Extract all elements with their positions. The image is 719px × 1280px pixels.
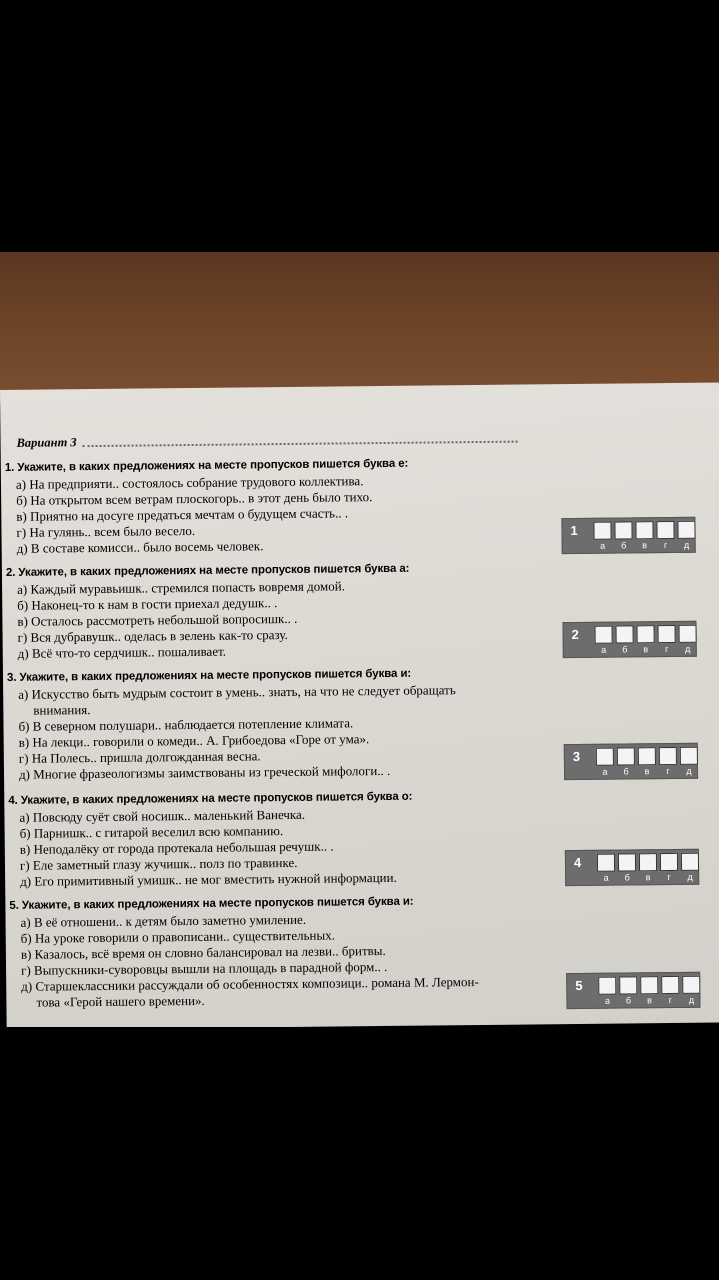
answer-box[interactable] [657,625,675,643]
task-option: г) Еле заметный глазу жучишк.. полз по травинке. [19,854,298,873]
worksheet-page [0,382,719,1027]
answer-grid-1 [561,517,695,554]
answer-letter: а [602,766,608,777]
answer-letter: д [683,539,690,550]
task-option: г) На гулянь.. всем было весело. [16,522,196,540]
task-option: в) Приятно на досуге предаться мечтам о будущем счасть.. . [16,505,349,524]
answer-number: 4 [573,854,582,871]
answer-letter: б [623,766,629,777]
answer-box[interactable] [638,747,656,765]
answer-box[interactable] [677,521,695,539]
answer-box[interactable] [614,521,632,539]
task-option: б) На уроке говорили о правописани.. существительных. [20,927,335,946]
answer-box[interactable] [617,747,635,765]
task-option: а) Каждый муравьишк.. стремился попасть вовремя домой. [17,578,345,597]
answer-box[interactable] [596,748,614,766]
answer-number: 1 [570,522,578,539]
task-option: г) Выпускники-суворовцы вышли на площадь в парадной форм.. . [20,958,388,978]
answer-box[interactable] [678,625,696,643]
answer-box[interactable] [616,625,634,643]
variant-dotted-line [83,440,518,447]
answer-letter: а [600,540,606,551]
task-option: г) На Полесь.. пришла долгожданная весна. [18,748,261,766]
answer-grid-4 [565,849,699,886]
task-option: а) На предприяти.. состоялось собрание трудового коллектива. [15,473,364,492]
task-option: д) Старшеклассники рассуждали об особенностях композици.. романа М. Лермон- [21,974,479,994]
answer-letter: в [643,644,649,655]
task-option: г) Вся дубравушк.. оделась в зелень как-то сразу. [17,626,288,645]
answer-letter: г [667,872,671,883]
answer-letter: а [603,872,609,883]
answer-box[interactable] [597,854,615,872]
task-4 [8,789,413,890]
answer-box[interactable] [595,626,613,644]
task-option: в) Казалось, всё время он словно балансировал на лезви.. бритвы. [20,942,386,962]
answer-box[interactable] [680,747,698,765]
answer-letter: г [663,540,668,551]
task-question: 1. Укажите, в каких предложениях на месте пропусков пишется буква е: [4,457,409,474]
variant-header [16,431,517,451]
task-option: внимания. [33,702,91,718]
answer-letter: б [625,995,632,1006]
answer-box[interactable] [639,853,657,871]
answer-number: 5 [575,977,583,994]
task-1 [5,456,409,557]
answer-letter: д [686,765,692,776]
task-option: а) Искусство быть мудрым состоит в умень.. знать, на что не следует обращать [18,682,456,702]
task-question: 4. Укажите, в каких предложениях на месте пропусков пишется буква о: [8,790,413,807]
task-option: в) Осталось рассмотреть небольшой вопросишк.. . [17,610,298,629]
answer-box[interactable] [640,976,658,994]
answer-letter: б [621,540,627,551]
answer-letter: в [646,995,652,1006]
variant-title: Вариант 3 [16,435,77,450]
task-option: д) В составе комисси.. было восемь человек. [16,538,264,556]
answer-box[interactable] [619,976,637,994]
answer-box[interactable] [598,977,616,995]
task-option: в) На лекци.. говорили о комеди.. А. Грибоедова «Горе от ума». [18,731,370,750]
answer-letter: г [666,766,670,777]
answer-letter: б [624,872,630,883]
task-question: 3. Укажите, в каких предложениях на месте пропусков пишется буква и: [6,667,412,684]
answer-box[interactable] [635,521,653,539]
task-option: д) Всё что-то сердчишк.. пошаливает. [17,643,227,661]
answer-letter: д [685,643,691,654]
task-option: а) Повсюду суёт свой носишк.. маленький Ванечка. [19,806,306,825]
task-option: б) Парнишк.. с гитарой веселил всю компанию. [19,823,284,841]
task-question: 5. Укажите, в каких предложениях на месте пропусков пишется буква и: [9,895,414,912]
answer-letter: г [665,644,669,655]
task-option: в) Неподалёку от города протекала небольшая речушк.. . [19,838,334,857]
wooden-table-background [0,252,719,402]
answer-number: 2 [571,626,579,643]
answer-box[interactable] [682,976,700,994]
task-3 [7,665,457,783]
photo [0,252,719,1027]
answer-letter: д [687,871,693,882]
answer-grid-2 [562,621,696,658]
answer-letter: д [688,994,695,1005]
task-option: б) В северном полушари.. наблюдается потепление климата. [18,715,354,734]
task-option: а) В её отношени.. к детям было заметно умиление. [20,911,307,930]
answer-box[interactable] [656,521,674,539]
answer-box[interactable] [618,853,636,871]
answer-number: 3 [572,748,581,765]
task-question: 2. Укажите, в каких предложениях на месте пропусков пишется буква а: [5,562,410,579]
answer-grid-5 [566,972,700,1009]
answer-letter: в [644,766,650,777]
answer-letter: в [645,872,651,883]
task-option: б) Наконец-то к нам в гости приехал дедушк.. . [17,595,278,613]
task-option: б) На открытом всем ветрам плоскогорь.. в этот день было тихо. [16,489,373,508]
task-2 [6,561,410,662]
answer-box[interactable] [593,522,611,540]
answer-letter: а [601,644,607,655]
answer-letter: б [622,644,628,655]
answer-box[interactable] [660,853,678,871]
task-option: д) Его примитивный умишк.. не мог вместить нужной информации. [20,869,397,889]
task-5 [9,893,479,1011]
answer-box[interactable] [661,976,679,994]
answer-box[interactable] [681,853,699,871]
answer-letter: в [642,540,648,551]
answer-letter: г [668,994,673,1006]
answer-box[interactable] [659,747,677,765]
answer-box[interactable] [636,625,654,643]
answer-grid-3 [564,743,698,780]
task-option: това «Герой нашего времени». [36,992,205,1010]
task-option: д) Многие фразеологизмы заимствованы из греческой мифологи.. . [18,762,391,782]
answer-letter: а [604,995,610,1006]
